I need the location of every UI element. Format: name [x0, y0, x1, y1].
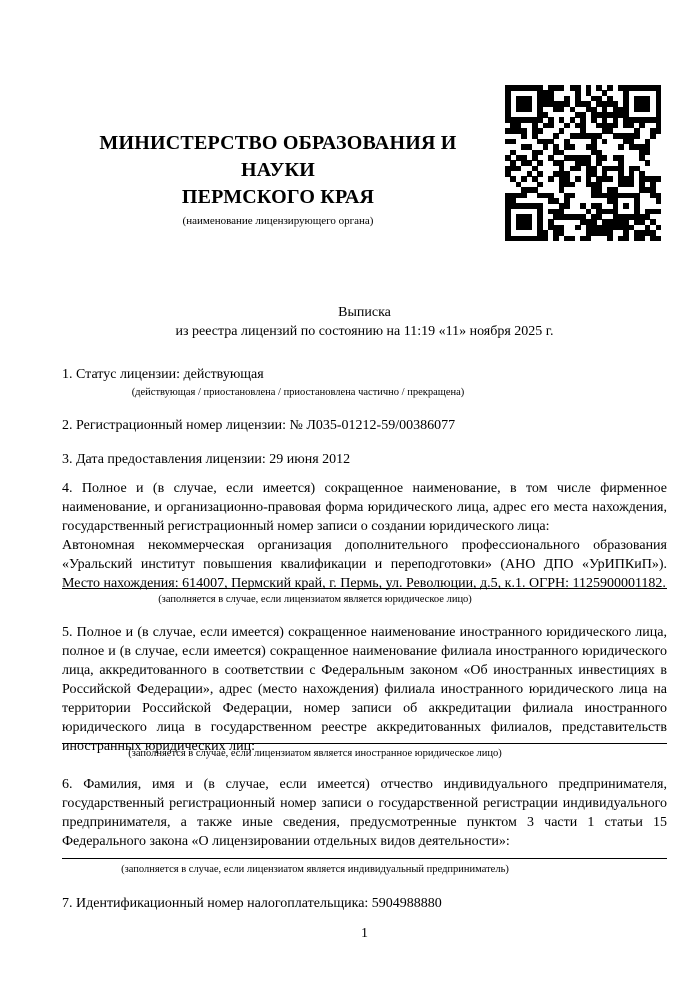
ministry-header: [60, 130, 496, 228]
ministry-name-line1: МИНИСТЕРСТВО ОБРАЗОВАНИЯ И НАУКИ: [99, 132, 457, 181]
field-rule-legal-entity: [62, 588, 667, 589]
item-2-registration-number: 2. Регистрационный номер лицензии: № Л035-01212-59/00386077: [62, 418, 456, 433]
page-number: 1: [361, 926, 368, 941]
document-title: [62, 303, 667, 341]
item-4-clause: 4. Полное и (в случае, если имеется) сокращенное наименование, в том числе фирменное наименование, и организационно-правовая форма юридического лица, адрес его места нахождения, государственный регистрационный номер записи о создании юридического лица:: [62, 481, 667, 534]
item-1-license-status: 1. Статус лицензии: действующая: [62, 367, 264, 382]
item-1-field-caption: (действующая / приостановлена / приостановлена частично / прекращена): [131, 387, 465, 398]
field-rule-entrepreneur: [62, 858, 667, 859]
item-4-legal-entity: [62, 479, 667, 593]
document-title-line1: Выписка: [338, 305, 391, 320]
item-4-licensee-value: Автономная некоммерческая организация дополнительного профессионального образования «Уральский институт повышения квалификации и переподготовки» (АНО ДПО «УрИПКиП»). Место нахождения: 614007, Пермский край, г. Пермь, ул. Революции, д.5, к.1. ОГРН: 1125900001182.: [62, 538, 667, 591]
item-6-entrepreneur: 6. Фамилия, имя и (в случае, если имеется) отчество индивидуального предпринимателя, государственный регистрационный номер записи о государственной регистрации индивидуального предпринимателя, а также иные сведения, предусмотренные пунктом 3 части 1 статьи 15 Федерального закона «О лицензировании отдельных видов деятельности»:: [62, 777, 667, 849]
ministry-name-line2: ПЕРМСКОГО КРАЯ: [181, 186, 375, 208]
item-3-license-grant-date: 3. Дата предоставления лицензии: 29 июня 2012: [62, 452, 351, 467]
ministry-header-caption: (наименование лицензирующего органа): [182, 215, 374, 227]
item-4-field-caption: (заполняется в случае, если лицензиатом является юридическое лицо): [158, 594, 472, 605]
field-rule-foreign-entity: [62, 743, 667, 744]
item-5-foreign-entity: 5. Полное и (в случае, если имеется) сокращенное наименование иностранного юридического лица, полное и (в случае, если имеется) сокращенное наименование филиала иностранного юридического лица, аккредитованного в соответствии с Федеральным законом «Об иностранных инвестициях в Российской Федерации», адрес (место нахождения) филиала иностранного юридического лица на территории Российской Федерации, номер записи об аккредитации филиала иностранного юридического лица в государственном реестре аккредитованных филиалов, представительств иностранных юридических лиц:: [62, 625, 667, 754]
qr-code-icon: [505, 85, 661, 241]
document-title-line2: из реестра лицензий по состоянию на 11:19 «11» ноября 2025 г.: [175, 324, 554, 339]
item-7-taxpayer-inn: 7. Идентификационный номер налогоплательщика: 5904988880: [62, 896, 442, 911]
item-6-field-caption: (заполняется в случае, если лицензиатом является индивидуальный предприниматель): [121, 864, 509, 875]
item-5-field-caption: (заполняется в случае, если лицензиатом является иностранное юридическое лицо): [128, 748, 502, 759]
